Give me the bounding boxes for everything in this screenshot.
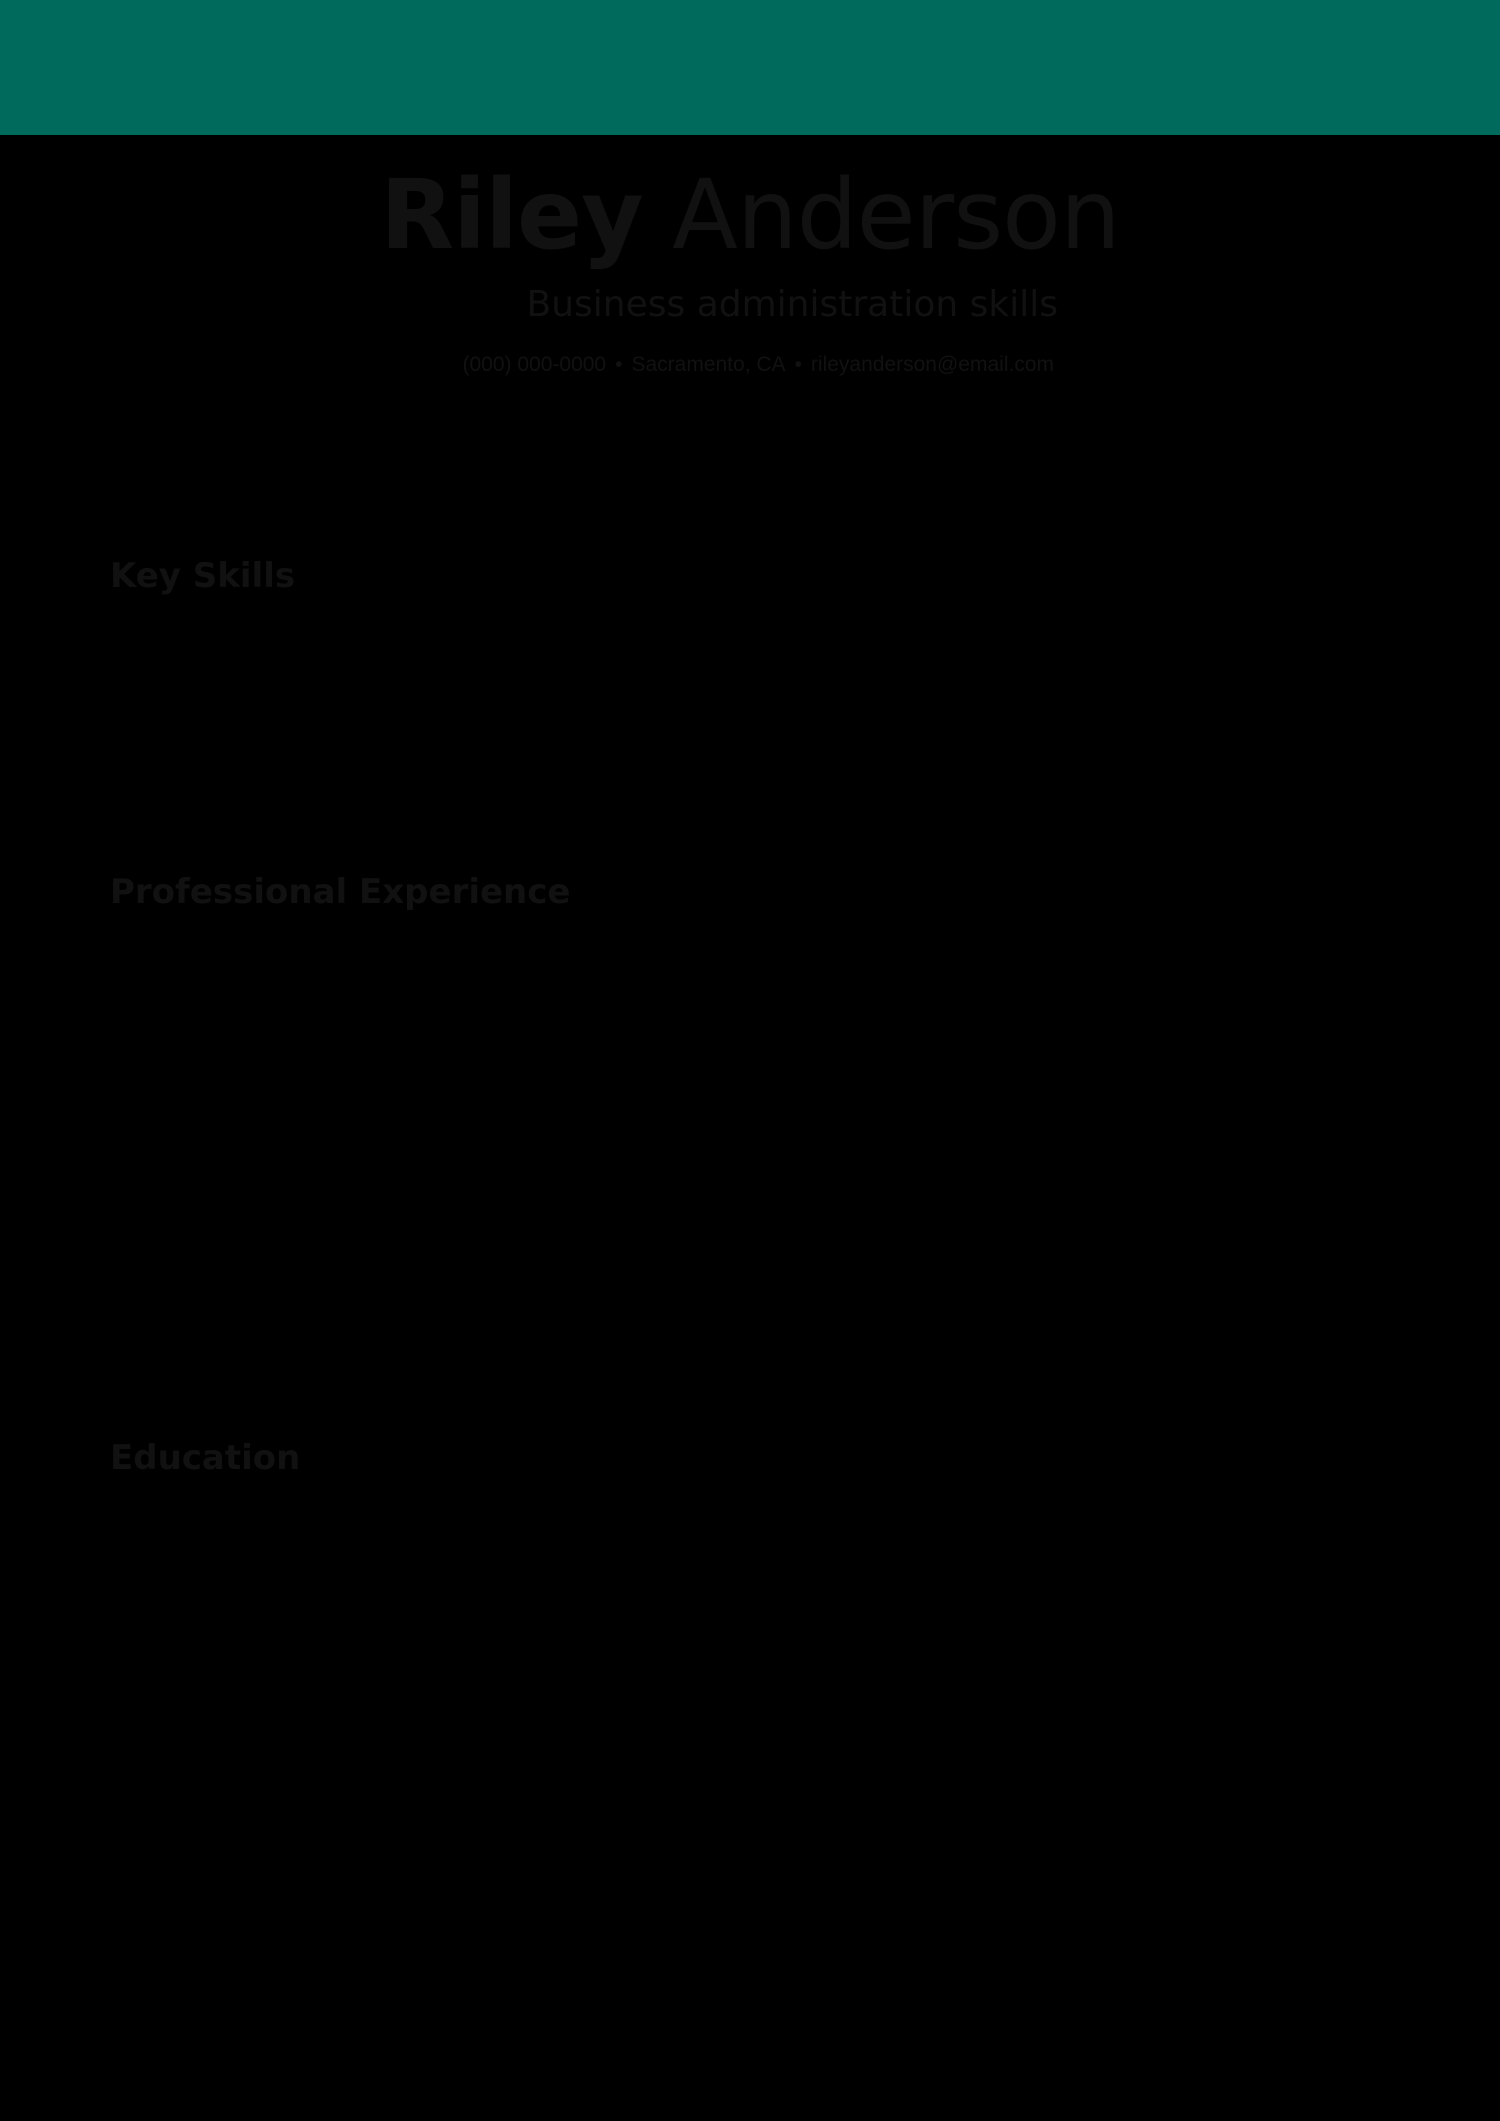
section-heading-key-skills: Key Skills: [110, 556, 296, 596]
resume-subtitle: Business administration skills: [526, 284, 1058, 325]
header-accent-band: [0, 0, 1500, 135]
bullet-separator-icon: •: [615, 353, 623, 376]
first-name: Riley: [380, 159, 643, 271]
contact-line: [463, 350, 1055, 380]
bullet-separator-icon: •: [794, 353, 802, 376]
phone-number: (000) 000-0000: [462, 353, 607, 376]
last-name: Anderson: [672, 159, 1120, 271]
candidate-name: [0, 150, 1500, 280]
email-address: rileyanderson@email.com: [810, 353, 1054, 376]
location: Sacramento, CA: [631, 353, 786, 376]
section-heading-education: Education: [110, 1438, 301, 1478]
section-heading-professional-experience: Professional Experience: [110, 872, 571, 912]
